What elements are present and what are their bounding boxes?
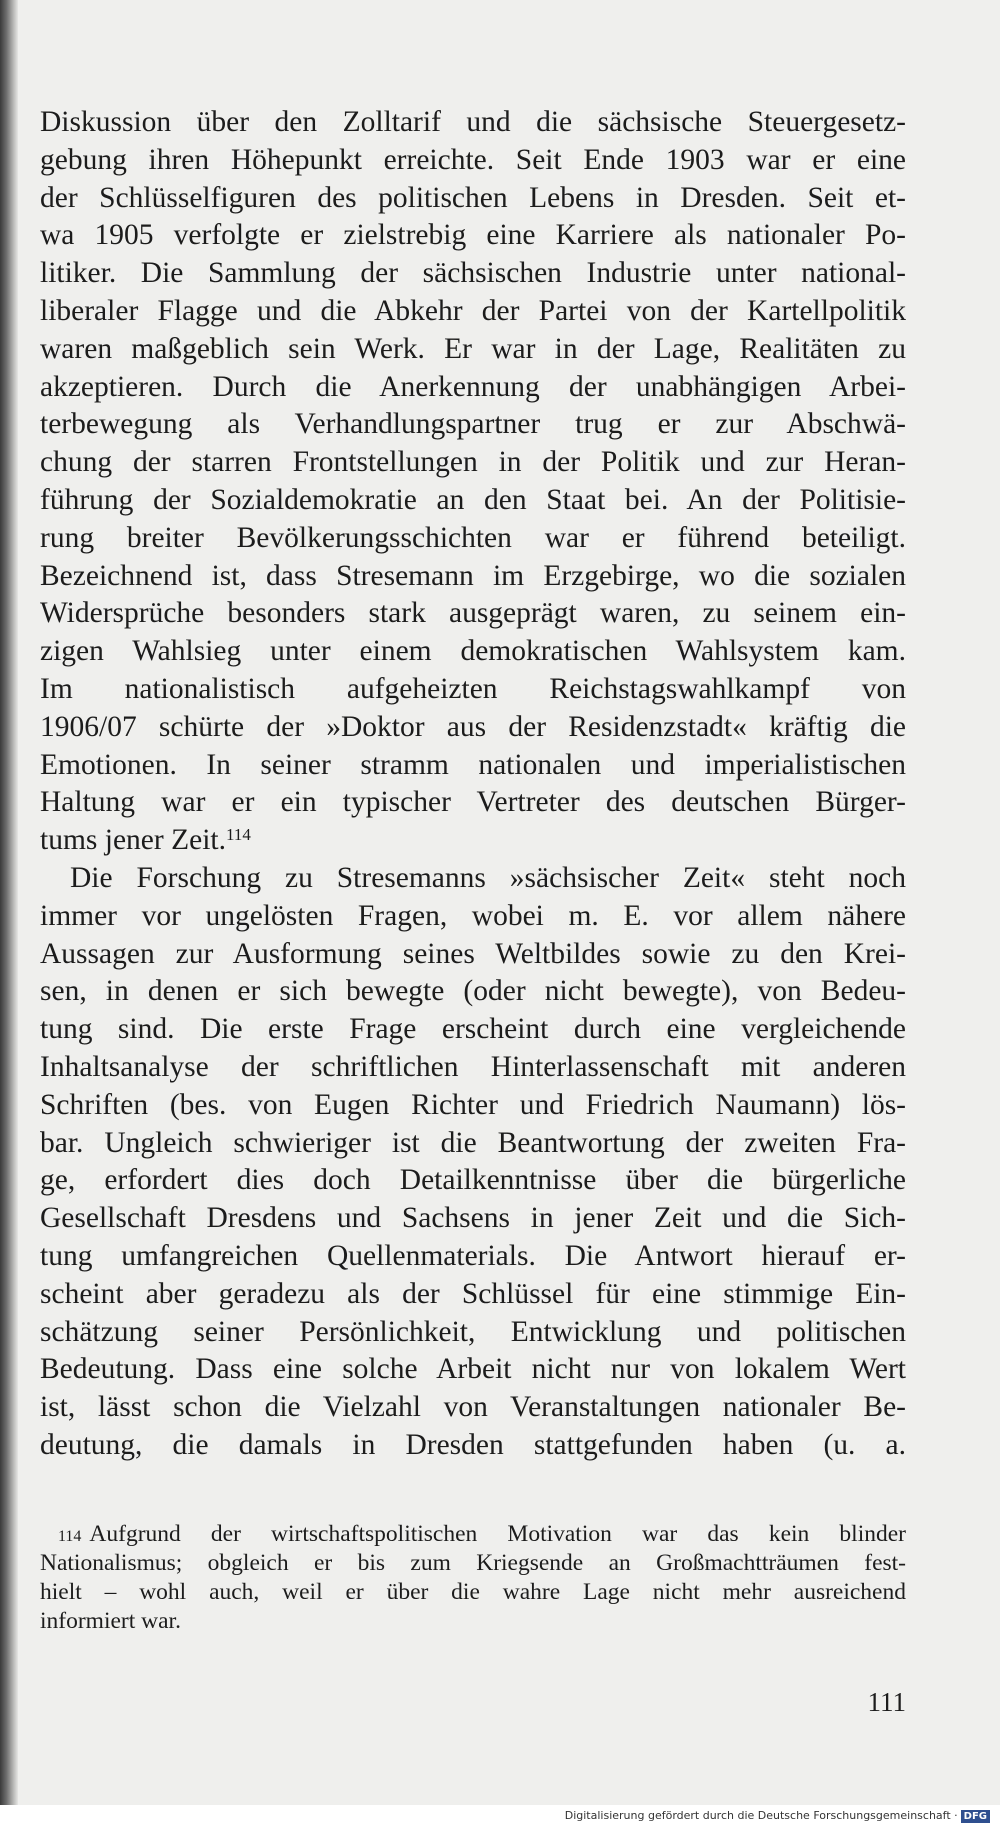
text-line: ge, erfordert dies doch Detailkenntnisse über die bürgerliche: [40, 1164, 906, 1197]
footnote-number: 114: [58, 1528, 82, 1545]
text-line: chung der starren Frontstellungen in der Politik und zur Heran-: [40, 446, 906, 479]
text-line: führung der Sozialdemokratie an den Staat bei. An der Politisie-: [40, 483, 906, 516]
text-line: Bedeutung. Dass eine solche Arbeit nicht nur von lokalem Wert: [40, 1353, 906, 1386]
text-line: terbewegung als Verhandlungspartner trug er zur Abschwä-: [40, 408, 906, 441]
text-line: Inhaltsanalyse der schriftlichen Hinterlassenschaft mit anderen: [40, 1050, 906, 1083]
text-line: tung sind. Die erste Frage erscheint durch eine vergleichende: [40, 1013, 906, 1046]
text-line: immer vor ungelösten Fragen, wobei m. E. vor allem nähere: [40, 899, 906, 932]
text-line: 1906/07 schürte der »Doktor aus der Residenzstadt« kräftig die: [40, 710, 906, 743]
digitization-credit: [565, 1809, 990, 1823]
text-line: Bezeichnend ist, dass Stresemann im Erzgebirge, wo die sozialen: [40, 559, 906, 592]
footnote-text: Aufgrund der wirtschaftspolitischen Motivation war das kein blinder: [89, 1521, 906, 1547]
digitization-credit-bar: [0, 1805, 1000, 1828]
text-line: waren maßgeblich sein Werk. Er war in der Lage, Realitäten zu: [40, 332, 906, 365]
text-line: Im nationalistisch aufgeheizten Reichstagswahlkampf von: [40, 672, 906, 705]
text-line: Haltung war er ein typischer Vertreter des deutschen Bürger-: [40, 786, 906, 819]
footnote-line: [40, 1520, 906, 1549]
text-line: deutung, die damals in Dresden stattgefunden haben (u. a.: [40, 1428, 906, 1461]
footnote-line: Nationalismus; obgleich er bis zum Kriegsende an Großmachtträumen fest-: [40, 1550, 906, 1576]
paragraph-end-text: tums jener Zeit.: [40, 824, 226, 857]
text-line: zigen Wahlsieg unter einem demokratischen Wahlsystem kam.: [40, 635, 906, 668]
main-text: [40, 104, 906, 1465]
credit-text: Digitalisierung gefördert durch die Deutsche Forschungsgemeinschaft ·: [564, 1809, 958, 1822]
text-line: Widersprüche besonders stark ausgeprägt waren, zu seinem ein-: [40, 597, 906, 630]
text-line: Schriften (bes. von Eugen Richter und Friedrich Naumann) lös-: [40, 1088, 906, 1121]
text-line: liberaler Flagge und die Abkehr der Partei von der Kartellpolitik: [40, 294, 906, 327]
text-line: der Schlüsselfiguren des politischen Lebens in Dresden. Seit et-: [40, 181, 906, 214]
text-line: gebung ihren Höhepunkt erreichte. Seit Ende 1903 war er eine: [40, 143, 906, 176]
footnote-line: informiert war.: [40, 1608, 181, 1634]
paragraph-end-line: [40, 822, 906, 860]
footnote-block: [40, 1520, 906, 1636]
footnote-line: hielt – wohl auch, weil er über die wahre Lage nicht mehr ausreichend: [40, 1579, 906, 1605]
text-line: tung umfangreichen Quellenmaterials. Die Antwort hierauf er-: [40, 1239, 906, 1272]
binding-shadow: [0, 0, 18, 1805]
footnote-reference[interactable]: 114: [225, 825, 251, 845]
text-line: akzeptieren. Durch die Anerkennung der unabhängigen Arbei-: [40, 370, 906, 403]
page-number: 111: [867, 1687, 906, 1717]
text-line: sen, in denen er sich bewegte (oder nicht bewegte), von Bedeu-: [40, 975, 906, 1008]
text-line: Diskussion über den Zolltarif und die sächsische Steuergesetz-: [40, 106, 906, 138]
text-line: scheint aber geradezu als der Schlüssel für eine stimmige Ein-: [40, 1277, 906, 1310]
text-line: ist, lässt schon die Vielzahl von Veranstaltungen nationaler Be-: [40, 1391, 906, 1424]
text-line: bar. Ungleich schwieriger ist die Beantwortung der zweiten Fra-: [40, 1126, 906, 1159]
text-line: litiker. Die Sammlung der sächsischen Industrie unter national-: [40, 257, 906, 290]
text-line: wa 1905 verfolgte er zielstrebig eine Karriere als nationaler Po-: [40, 219, 906, 252]
text-line: rung breiter Bevölkerungsschichten war er führend beteiligt.: [40, 521, 906, 554]
text-line: schätzung seiner Persönlichkeit, Entwicklung und politischen: [40, 1315, 906, 1348]
text-line: Gesellschaft Dresdens und Sachsens in jener Zeit und die Sich-: [40, 1202, 906, 1235]
text-line: Aussagen zur Ausformung seines Weltbildes sowie zu den Krei-: [40, 937, 906, 970]
text-line: Die Forschung zu Stresemanns »sächsischer Zeit« steht noch: [70, 861, 906, 894]
text-line: Emotionen. In seiner stramm nationalen und imperialistischen: [40, 748, 906, 781]
dfg-logo: DFG: [961, 1810, 990, 1823]
